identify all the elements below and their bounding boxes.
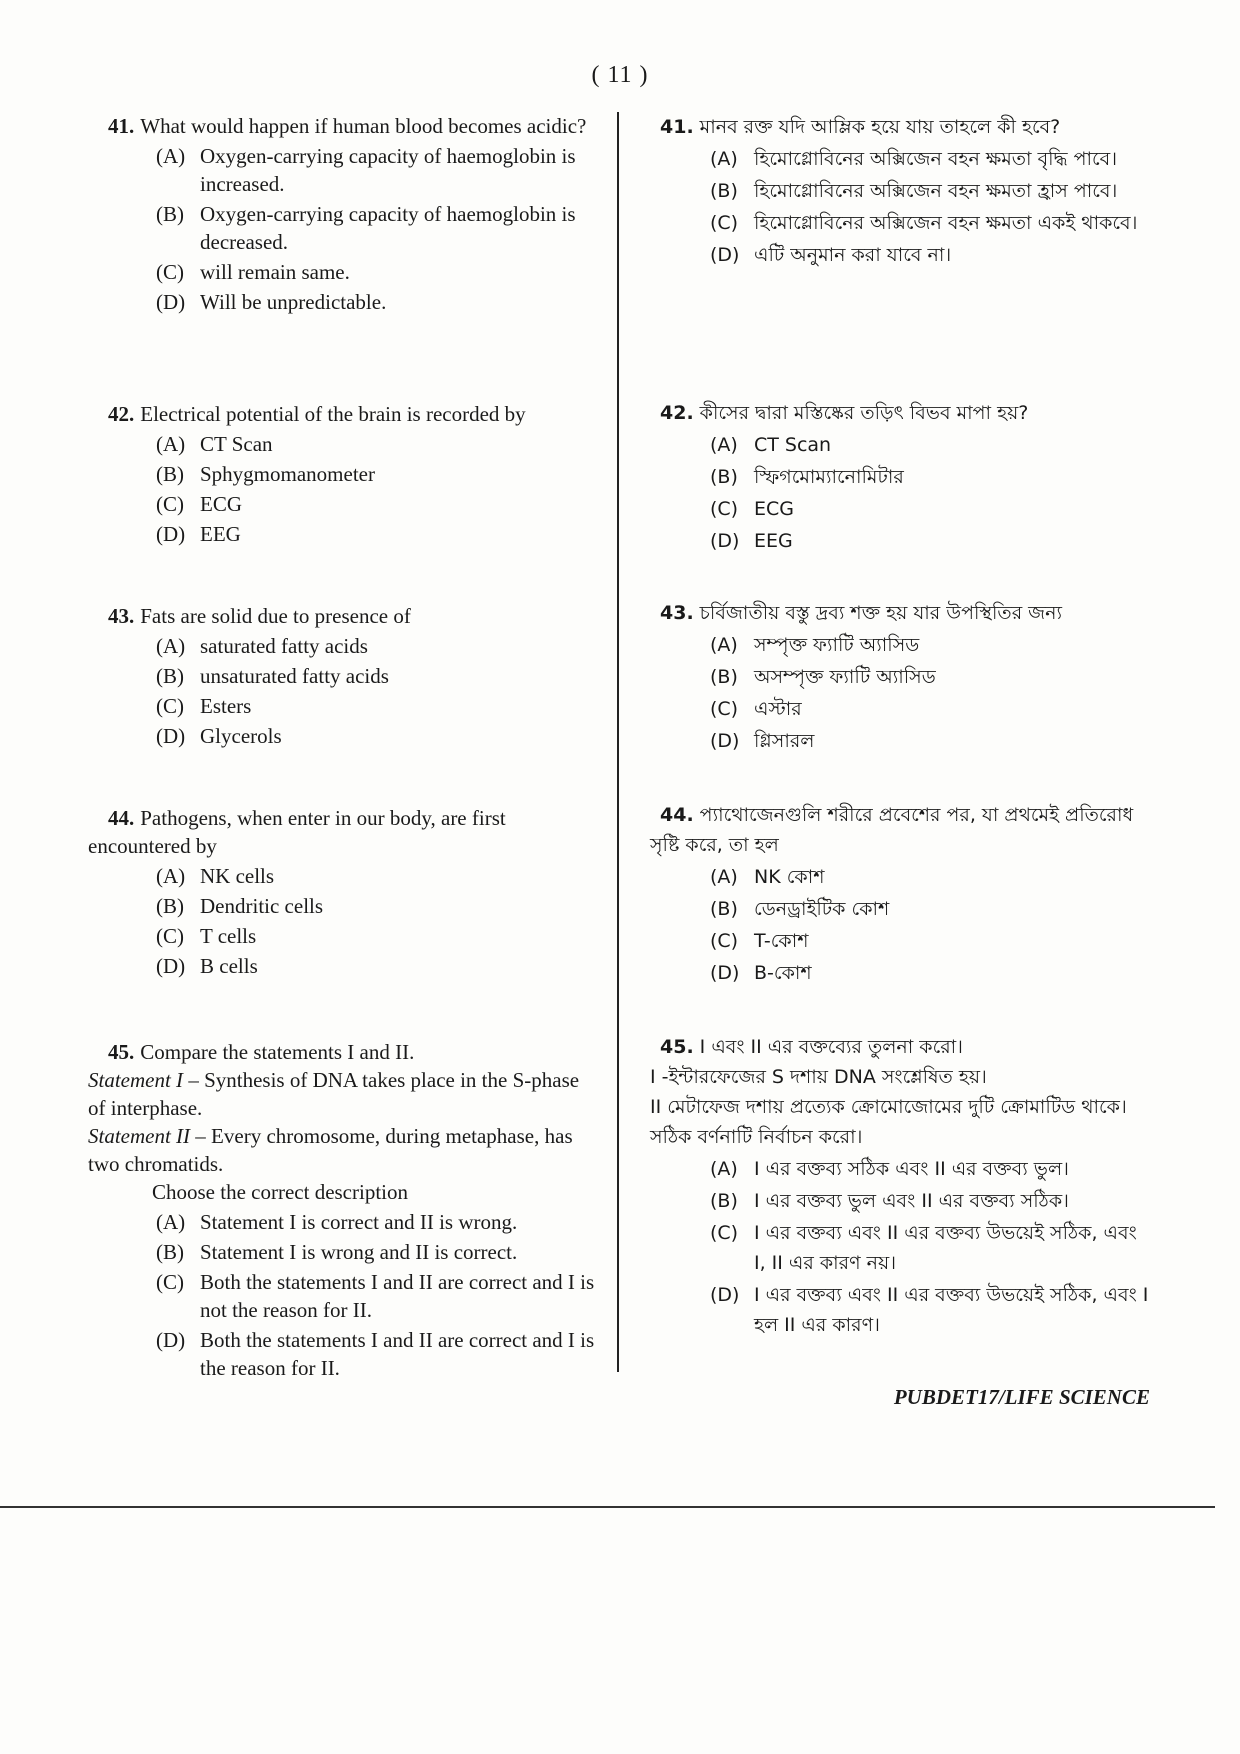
option-a bbox=[710, 862, 1150, 892]
option-text: EEG bbox=[754, 530, 793, 552]
question-text: Pathogens, when enter in our body, are first encountered by bbox=[88, 806, 506, 858]
option-text: ডেনড্রাইটিক কোশ bbox=[754, 898, 890, 920]
options-list bbox=[650, 862, 1150, 988]
option-text: এটি অনুমান করা যাবে না। bbox=[754, 244, 952, 266]
option-a bbox=[156, 1208, 596, 1236]
option-d bbox=[156, 1326, 596, 1382]
option-key: (B) bbox=[710, 180, 738, 202]
option-text: unsaturated fatty acids bbox=[200, 664, 389, 688]
options-list bbox=[88, 632, 596, 750]
option-key: (D) bbox=[710, 1284, 740, 1306]
column-divider bbox=[617, 112, 619, 1372]
statement-text: – Every chromosome, during metaphase, has two chromatids. bbox=[88, 1124, 573, 1176]
question-text: Fats are solid due to presence of bbox=[140, 604, 411, 628]
option-key: (A) bbox=[710, 148, 738, 170]
statement-2 bbox=[88, 1122, 596, 1178]
option-d bbox=[156, 288, 596, 316]
option-text: Glycerols bbox=[200, 724, 282, 748]
option-a bbox=[156, 430, 596, 458]
question-number: 43. bbox=[660, 602, 694, 624]
option-text: গ্লিসারল bbox=[754, 730, 815, 752]
statement-label: Statement I bbox=[88, 1068, 184, 1092]
option-b bbox=[710, 894, 1150, 924]
option-text: I এর বক্তব্য সঠিক এবং II এর বক্তব্য ভুল। bbox=[754, 1158, 1069, 1180]
option-a bbox=[710, 144, 1150, 174]
option-text: T cells bbox=[200, 924, 257, 948]
option-c bbox=[710, 694, 1150, 724]
option-key: (D) bbox=[710, 730, 740, 752]
option-c bbox=[156, 490, 596, 518]
option-key: (C) bbox=[710, 1222, 739, 1244]
option-text: Esters bbox=[200, 694, 252, 718]
question-text: মানব রক্ত যদি আম্লিক হয়ে যায় তাহলে কী হবে? bbox=[699, 116, 1061, 138]
option-c bbox=[156, 258, 596, 286]
option-a bbox=[710, 430, 1150, 460]
question-number: 45. bbox=[108, 1040, 135, 1064]
option-text: NK কোশ bbox=[754, 866, 825, 888]
question-number: 41. bbox=[660, 116, 694, 138]
statement-text: – Synthesis of DNA takes place in the S-phase of interphase. bbox=[88, 1068, 580, 1120]
option-key: (A) bbox=[710, 434, 738, 456]
question-text: Electrical potential of the brain is recorded by bbox=[140, 402, 526, 426]
options-list bbox=[88, 142, 596, 316]
option-key: (C) bbox=[156, 260, 184, 284]
question-43-bn bbox=[650, 598, 1150, 758]
option-a bbox=[710, 630, 1150, 660]
options-list bbox=[650, 630, 1150, 756]
option-text: সম্পৃক্ত ফ্যাটি অ্যাসিড bbox=[754, 634, 920, 656]
question-42-en bbox=[88, 400, 596, 550]
option-key: (C) bbox=[156, 694, 184, 718]
option-text: স্ফিগমোম্যানোমিটার bbox=[754, 466, 904, 488]
option-d bbox=[710, 958, 1150, 988]
option-c bbox=[710, 208, 1150, 238]
options-list bbox=[650, 1154, 1150, 1340]
option-text: B cells bbox=[200, 954, 258, 978]
option-b bbox=[156, 662, 596, 690]
option-key: (D) bbox=[156, 954, 186, 978]
option-b bbox=[710, 662, 1150, 692]
options-list bbox=[88, 1208, 596, 1382]
paper-code: PUBDET17/LIFE SCIENCE bbox=[893, 1385, 1150, 1409]
option-d bbox=[710, 526, 1150, 556]
option-b bbox=[156, 460, 596, 488]
option-key: (D) bbox=[156, 290, 186, 314]
option-a bbox=[156, 632, 596, 660]
options-list bbox=[88, 862, 596, 980]
option-d bbox=[710, 726, 1150, 756]
question-text: কীসের দ্বারা মস্তিষ্কের তড়িৎ বিভব মাপা হয়? bbox=[699, 402, 1029, 424]
option-key: (C) bbox=[156, 1270, 184, 1294]
option-b bbox=[710, 1186, 1150, 1216]
question-number: 41. bbox=[108, 114, 135, 138]
question-41-bn bbox=[650, 112, 1150, 272]
option-text: EEG bbox=[200, 522, 241, 546]
option-key: (B) bbox=[710, 898, 738, 920]
option-text: I এর বক্তব্য এবং II এর বক্তব্য উভয়েই সঠিক, এবং I হল II এর কারণ। bbox=[754, 1284, 1149, 1336]
option-text: will remain same. bbox=[200, 260, 350, 284]
option-b bbox=[156, 1238, 596, 1266]
question-number: 42. bbox=[108, 402, 135, 426]
option-text: Oxygen-carrying capacity of haemoglobin is decreased. bbox=[200, 202, 576, 254]
question-41-en bbox=[88, 112, 596, 318]
option-key: (C) bbox=[710, 698, 739, 720]
option-text: Both the statements I and II are correct and I is not the reason for II. bbox=[200, 1270, 595, 1322]
option-key: (B) bbox=[156, 1240, 184, 1264]
option-c bbox=[156, 1268, 596, 1324]
option-text: হিমোগ্লোবিনের অক্সিজেন বহন ক্ষমতা হ্রাস পাবে। bbox=[754, 180, 1118, 202]
question-text: I এবং II এর বক্তব্যের তুলনা করো। bbox=[699, 1036, 963, 1058]
options-list bbox=[650, 144, 1150, 270]
page-number: ( 11 ) bbox=[591, 62, 649, 88]
option-key: (B) bbox=[710, 466, 738, 488]
question-text: What would happen if human blood becomes acidic? bbox=[140, 114, 587, 138]
question-44-bn bbox=[650, 800, 1150, 990]
option-d bbox=[156, 722, 596, 750]
option-text: CT Scan bbox=[754, 434, 832, 456]
option-key: (B) bbox=[156, 894, 184, 918]
option-key: (B) bbox=[156, 664, 184, 688]
option-text: Sphygmomanometer bbox=[200, 462, 375, 486]
statement-1 bbox=[88, 1066, 596, 1122]
option-key: (C) bbox=[156, 492, 184, 516]
option-d bbox=[710, 240, 1150, 270]
option-key: (D) bbox=[710, 962, 740, 984]
option-key: (A) bbox=[710, 866, 738, 888]
question-number: 45. bbox=[660, 1036, 694, 1058]
option-text: Will be unpredictable. bbox=[200, 290, 387, 314]
option-c bbox=[710, 1218, 1150, 1278]
option-text: NK cells bbox=[200, 864, 275, 888]
option-text: ECG bbox=[200, 492, 242, 516]
option-key: (C) bbox=[710, 930, 739, 952]
option-text: Oxygen-carrying capacity of haemoglobin is increased. bbox=[200, 144, 576, 196]
question-number: 42. bbox=[660, 402, 694, 424]
option-text: Statement I is wrong and II is correct. bbox=[200, 1240, 518, 1264]
statement-2: II মেটাফেজ দশায় প্রত্যেক ক্রোমোজোমের দুটি ক্রোমাটিড থাকে। bbox=[650, 1096, 1127, 1118]
option-d bbox=[156, 520, 596, 548]
question-number: 44. bbox=[108, 806, 135, 830]
option-key: (B) bbox=[710, 1190, 738, 1212]
question-text: Compare the statements I and II. bbox=[140, 1040, 415, 1064]
option-text: CT Scan bbox=[200, 432, 273, 456]
option-key: (A) bbox=[156, 634, 186, 658]
question-text: চর্বিজাতীয় বস্তু দ্রব্য শক্ত হয় যার উপস্থিতির জন্য bbox=[699, 602, 1063, 624]
option-key: (B) bbox=[710, 666, 738, 688]
option-text: অসম্পৃক্ত ফ্যাটি অ্যাসিড bbox=[754, 666, 936, 688]
option-text: ECG bbox=[754, 498, 794, 520]
option-key: (A) bbox=[710, 634, 738, 656]
option-text: হিমোগ্লোবিনের অক্সিজেন বহন ক্ষমতা একই থাকবে। bbox=[754, 212, 1138, 234]
choose-instruction: Choose the correct description bbox=[152, 1180, 408, 1204]
statement-label: Statement II bbox=[88, 1124, 191, 1148]
option-key: (D) bbox=[710, 530, 740, 552]
option-text: এস্টার bbox=[754, 698, 802, 720]
question-43-en bbox=[88, 602, 596, 752]
question-number: 44. bbox=[660, 804, 694, 826]
question-45-bn bbox=[650, 1032, 1150, 1342]
option-key: (A) bbox=[156, 144, 186, 168]
option-d bbox=[156, 952, 596, 980]
option-text: Both the statements I and II are correct and I is the reason for II. bbox=[200, 1328, 595, 1380]
option-key: (C) bbox=[710, 498, 739, 520]
option-text: B-কোশ bbox=[754, 962, 812, 984]
bottom-rule bbox=[0, 1506, 1215, 1508]
option-key: (D) bbox=[156, 522, 186, 546]
option-key: (C) bbox=[710, 212, 739, 234]
option-key: (D) bbox=[156, 1328, 186, 1352]
option-c bbox=[710, 494, 1150, 524]
question-42-bn bbox=[650, 398, 1150, 558]
option-key: (A) bbox=[156, 864, 186, 888]
option-text: Statement I is correct and II is wrong. bbox=[200, 1210, 518, 1234]
option-text: saturated fatty acids bbox=[200, 634, 368, 658]
option-text: Dendritic cells bbox=[200, 894, 324, 918]
option-d bbox=[710, 1280, 1150, 1340]
options-list bbox=[88, 430, 596, 548]
option-b bbox=[156, 892, 596, 920]
option-key: (A) bbox=[156, 432, 186, 456]
option-a bbox=[710, 1154, 1150, 1184]
options-list bbox=[650, 430, 1150, 556]
statement-1: I -ইন্টারফেজের S দশায় DNA সংশ্লেষিত হয়। bbox=[650, 1066, 987, 1088]
option-key: (D) bbox=[156, 724, 186, 748]
option-a bbox=[156, 142, 596, 198]
option-b bbox=[710, 176, 1150, 206]
option-b bbox=[710, 462, 1150, 492]
option-text: T-কোশ bbox=[754, 930, 809, 952]
option-key: (D) bbox=[710, 244, 740, 266]
option-c bbox=[710, 926, 1150, 956]
option-text: হিমোগ্লোবিনের অক্সিজেন বহন ক্ষমতা বৃদ্ধি পাবে। bbox=[754, 148, 1118, 170]
question-text: প্যাথোজেনগুলি শরীরে প্রবেশের পর, যা প্রথমেই প্রতিরোধ সৃষ্টি করে, তা হল bbox=[650, 804, 1134, 856]
option-a bbox=[156, 862, 596, 890]
option-key: (B) bbox=[156, 462, 184, 486]
question-44-en bbox=[88, 804, 596, 982]
choose-instruction: সঠিক বর্ণনাটি নির্বাচন করো। bbox=[650, 1126, 863, 1148]
option-text: I এর বক্তব্য ভুল এবং II এর বক্তব্য সঠিক। bbox=[754, 1190, 1069, 1212]
option-key: (B) bbox=[156, 202, 184, 226]
option-c bbox=[156, 692, 596, 720]
option-key: (A) bbox=[156, 1210, 186, 1234]
question-number: 43. bbox=[108, 604, 135, 628]
option-b bbox=[156, 200, 596, 256]
option-key: (C) bbox=[156, 924, 184, 948]
question-45-en bbox=[88, 1038, 596, 1384]
option-key: (A) bbox=[710, 1158, 738, 1180]
option-c bbox=[156, 922, 596, 950]
option-text: I এর বক্তব্য এবং II এর বক্তব্য উভয়েই সঠিক, এবং I, II এর কারণ নয়। bbox=[754, 1222, 1137, 1274]
